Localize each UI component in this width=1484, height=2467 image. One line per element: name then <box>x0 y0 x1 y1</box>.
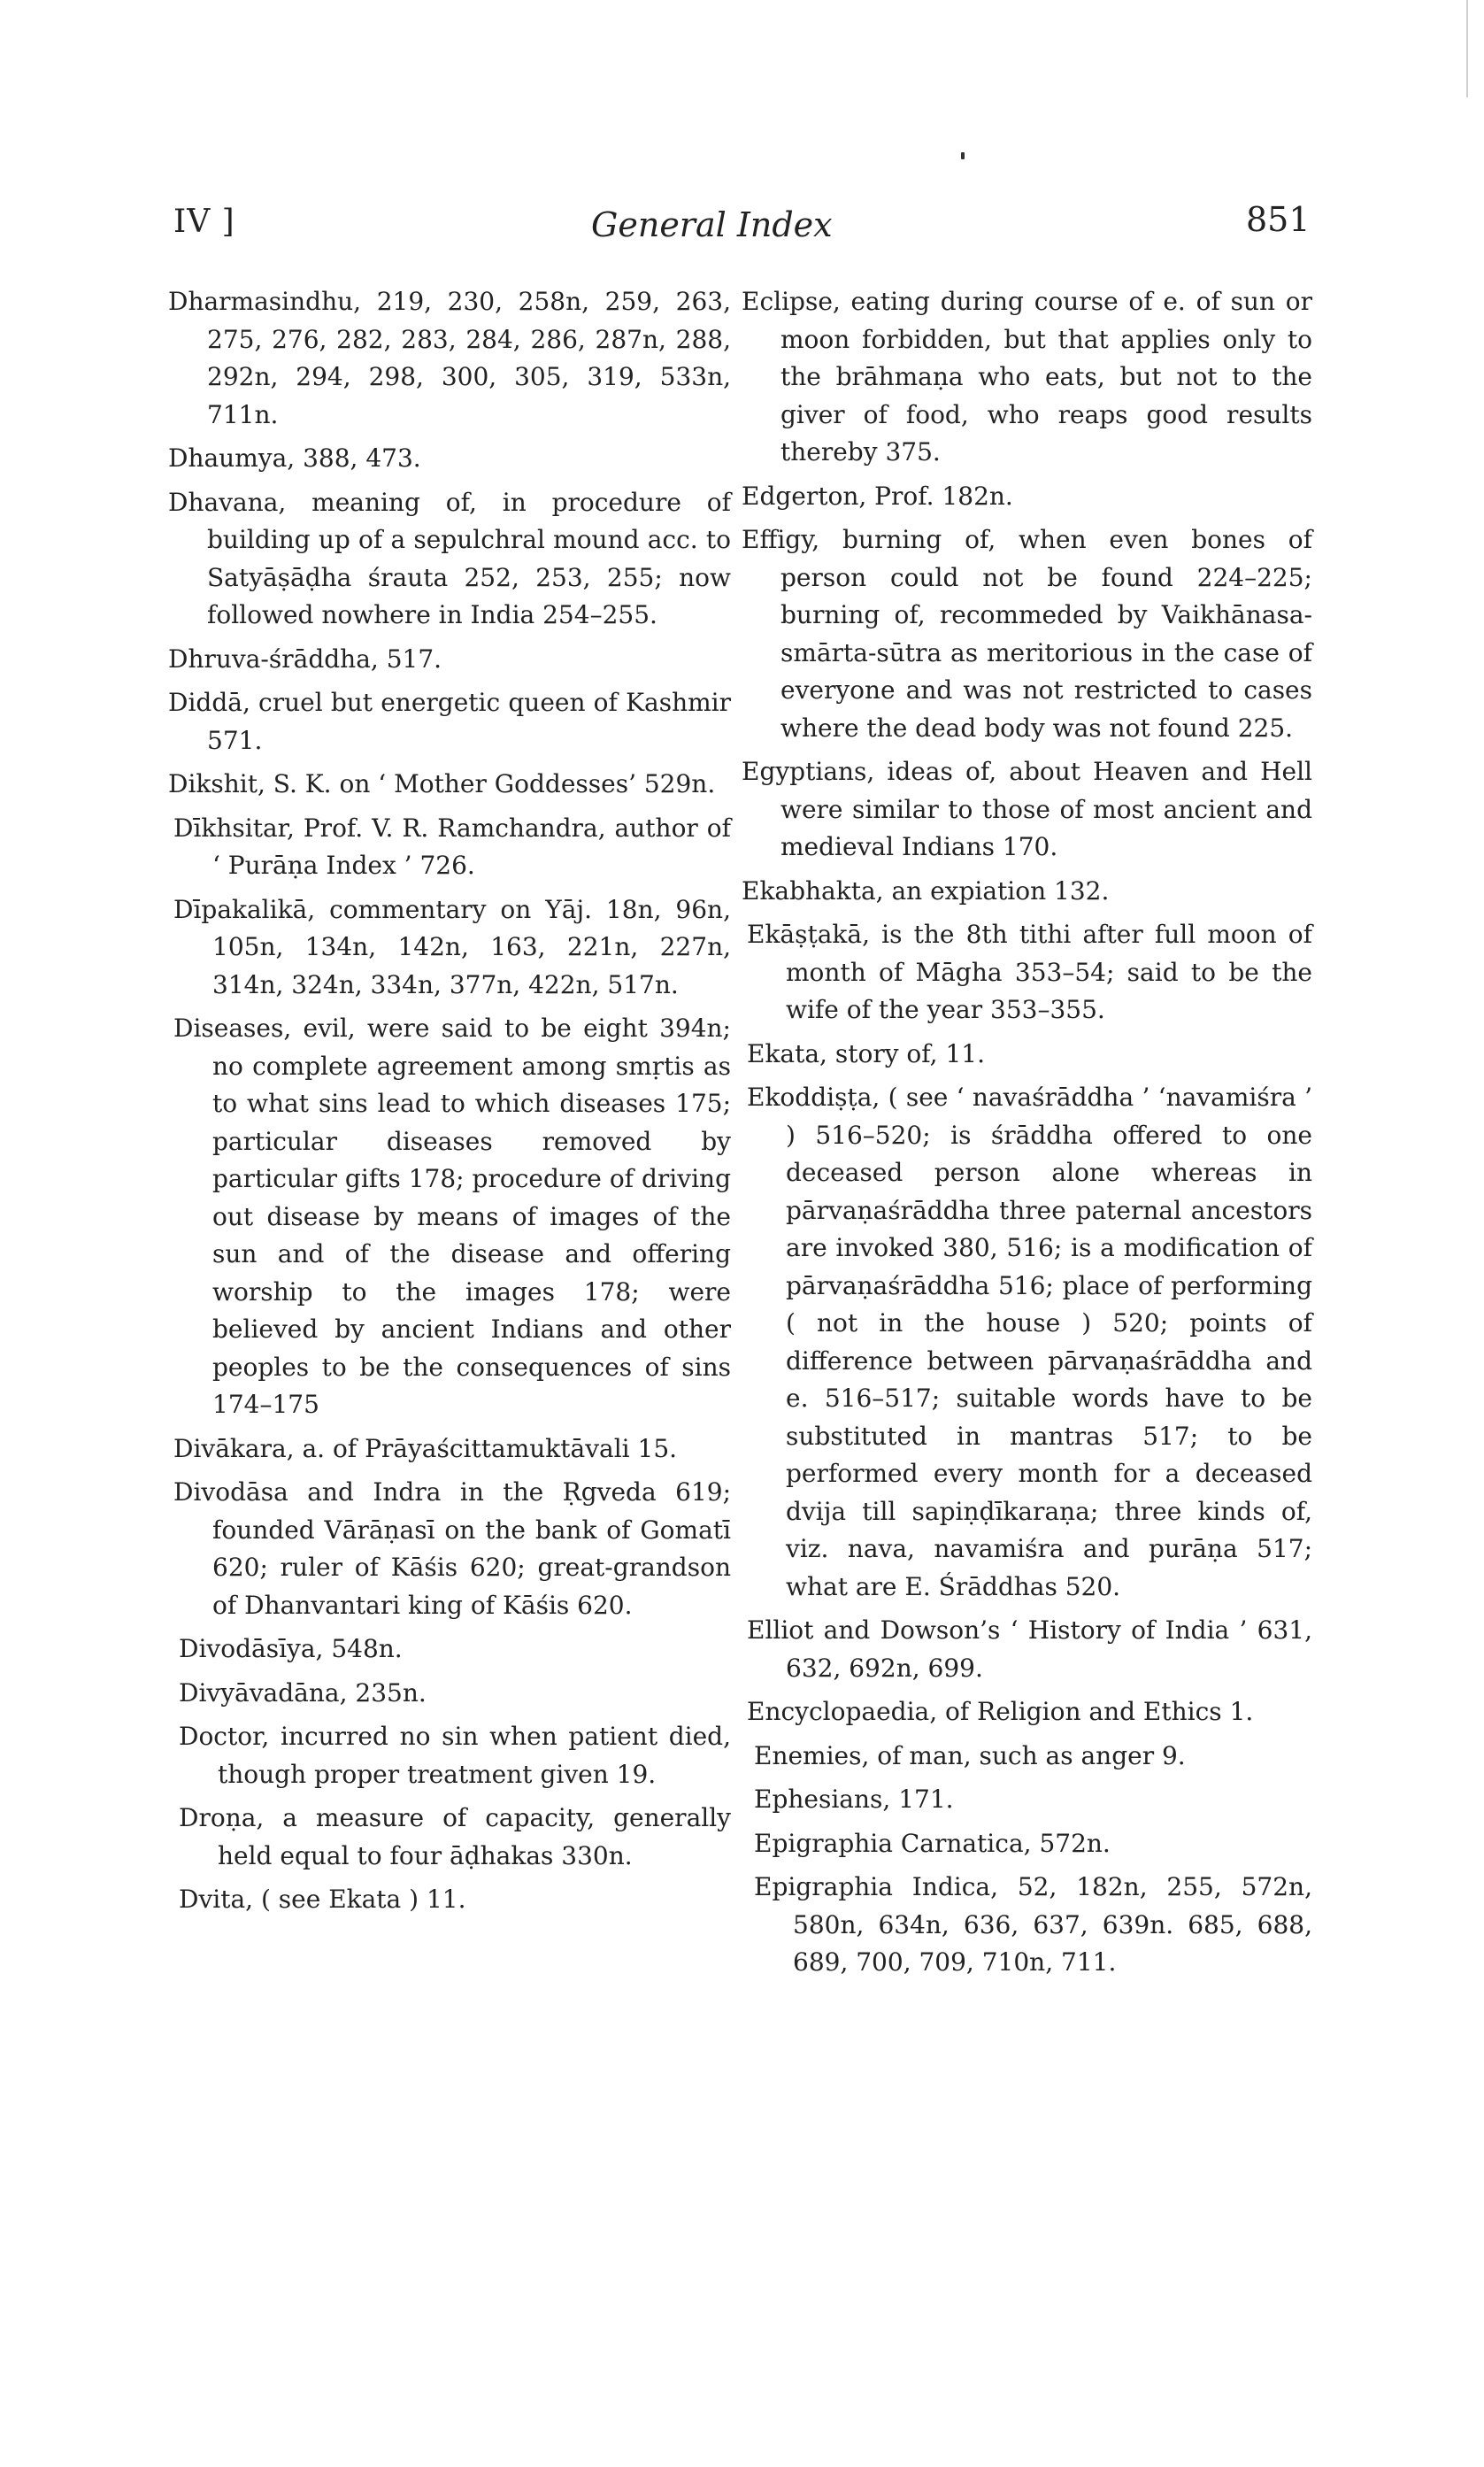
index-entry: Dvita, ( see Ekata ) 11. <box>179 1885 466 1914</box>
index-entry: Ekāṣṭakā, is the 8th tithi after full moon of month of Māgha 353–54; said to be the wife of the year 353–355. <box>747 920 1312 1024</box>
running-head <box>173 200 1324 253</box>
index-entry: Elliot and Dowson’s ‘ History of India ’ 631, 632, 692n, 699. <box>747 1615 1312 1683</box>
index-entry: Enemies, of man, such as anger 9. <box>754 1740 1186 1770</box>
scan-edge-line <box>1466 0 1468 97</box>
index-entry: Divyāvadāna, 235n. <box>179 1677 427 1708</box>
index-entry: Diseases, evil, were said to be eight 394n; no complete agreement among smṛtis as to what sins lead to which diseases 175; particular diseases removed by particular gifts 178; procedure of driving out disease by means of images of the sun and of the disease and offering worship to the images 178; were believed by ancient Indians and other peoples to be the consequences of sins 174–175 <box>173 1014 731 1419</box>
page-number: 851 <box>1246 200 1311 239</box>
index-entry: Encyclopaedia, of Religion and Ethics 1. <box>747 1697 1254 1726</box>
section-number: IV ] <box>173 204 235 240</box>
index-entry: Dharmasindhu, 219, 230, 258n, 259, 263, 275, 276, 282, 283, 284, 286, 287n, 288, 292n, 294, 298, 300, 305, 319, 533n, 711n. <box>168 287 731 429</box>
index-entry: Dīkhsitar, Prof. V. R. Ramchandra, author of ‘ Purāṇa Index ’ 726. <box>173 813 731 880</box>
index-entry: Droṇa, a measure of capacity, generally held equal to four āḍhakas 330n. <box>179 1803 731 1870</box>
index-entry: Divodāsa and Indra in the Ṛgveda 619; founded Vārāṇasī on the bank of Gomatī 620; ruler of Kāśis 620; great-grandson of Dhanvantari king of Kāśis 620. <box>173 1477 731 1620</box>
index-entry: Edgerton, Prof. 182n. <box>742 481 1013 511</box>
index-entry: Ekoddiṣṭa, ( see ‘ navaśrāddha ’ ‘navamiśra ’ ) 516–520; is śrāddha offered to one deceased person alone whereas in pārvaṇaśrāddha three paternal ancestors are invoked 380, 516; is a modification of pārvaṇaśrāddha 516; place of performing ( not in the house ) 520; points of difference between pārvaṇaśrāddha and e. 516–517; suitable words have to be substituted in mantras 517; to be performed every month for a deceased dvija till sapiṇḍīkaraṇa; three kinds of, viz. nava, navamiśra and purāṇa 517; what are E. Śrāddhas 520. <box>747 1083 1312 1601</box>
index-entry: Divākara, a. of Prāyaścittamuktāvali 15. <box>173 1433 678 1463</box>
index-entry: Ekabhakta, an expiation 132. <box>742 875 1110 906</box>
index-entry: Dhavana, meaning of, in procedure of building up of a sepulchral mound acc. to Satyāṣāḍha śrauta 252, 253, 255; now followed nowhere in India 254–255. <box>168 487 731 629</box>
index-entry: Doctor, incurred no sin when patient died, though proper treatment given 19. <box>179 1722 731 1789</box>
index-entry: Ephesians, 171. <box>754 1785 954 1814</box>
index-entry: Dikshit, S. K. on ‘ Mother Goddesses’ 529n. <box>168 769 716 798</box>
page-title: General Index <box>591 205 833 244</box>
index-entry: Dīpakalikā, commentary on Yāj. 18n, 96n, 105n, 134n, 142n, 163, 221n, 227n, 314n, 324n, 334n, 377n, 422n, 517n. <box>173 894 731 999</box>
index-entry: Egyptians, ideas of, about Heaven and Hell were similar to those of most ancient and medieval Indians 170. <box>742 757 1312 861</box>
index-entry: Eclipse, eating during course of e. of sun or moon forbidden, but that applies only to the brāhmaṇa who eats, but not to the giver of food, who reaps good results thereby 375. <box>742 287 1312 466</box>
index-entry: Dhruva-śrāddha, 517. <box>168 644 442 674</box>
index-entry: Effigy, burning of, when even bones of person could not be found 224–225; burning of, recommeded by Vaikhānasa-smārta-sūtra as meritorious in the case of everyone and was not restricted to cases where the dead body was not found 225. <box>742 525 1312 743</box>
index-entry: Ekata, story of, 11. <box>747 1038 985 1068</box>
index-entry: Diddā, cruel but energetic queen of Kashmir 571. <box>168 688 731 755</box>
index-entry: Epigraphia Carnatica, 572n. <box>754 1828 1111 1858</box>
index-entry: Divodāsīya, 548n. <box>179 1634 403 1663</box>
index-entry: Epigraphia Indica, 52, 182n, 255, 572n, 580n, 634n, 636, 637, 639n. 685, 688, 689, 700, 709, 710n, 711. <box>754 1872 1312 1977</box>
index-column-right <box>742 283 1312 1988</box>
index-entry: Dhaumya, 388, 473. <box>168 443 421 473</box>
index-column-left <box>168 283 731 1925</box>
ink-speck <box>961 152 965 159</box>
